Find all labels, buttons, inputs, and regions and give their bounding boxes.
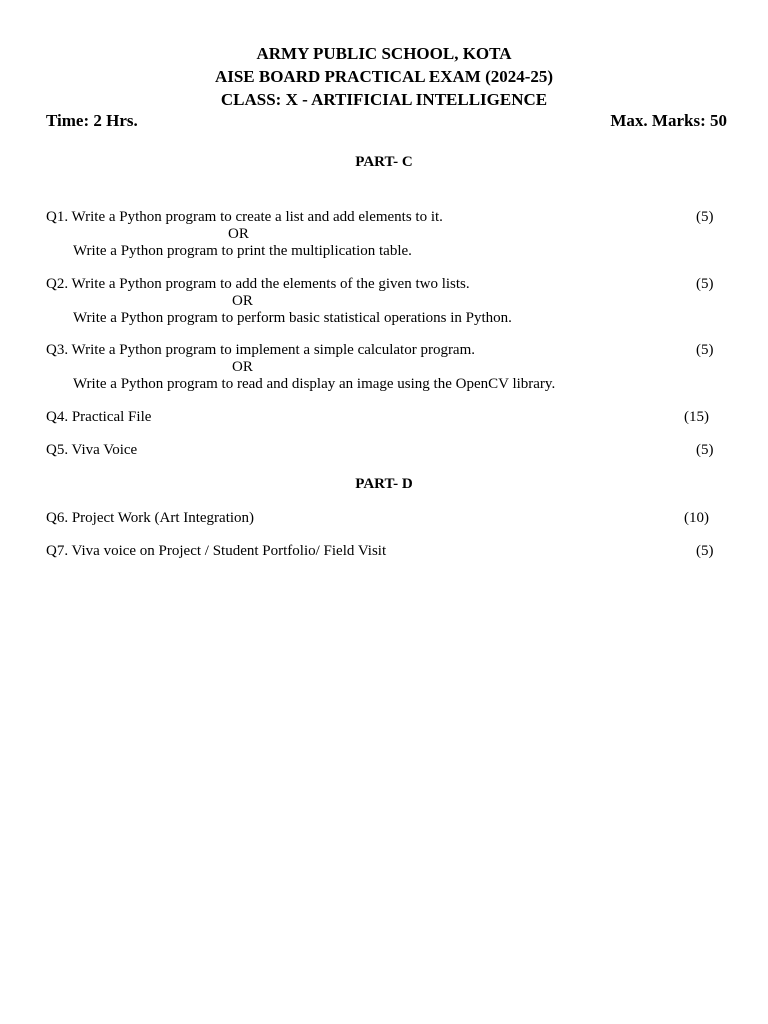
- question-3-alternative: Write a Python program to read and display an image using the OpenCV library.: [73, 376, 556, 392]
- max-marks: Max. Marks: 50: [610, 111, 727, 130]
- question-2-alternative: Write a Python program to perform basic statistical operations in Python.: [73, 310, 512, 326]
- question-4: Q4. Practical File: [46, 409, 152, 425]
- time-allowed: Time: 2 Hrs.: [46, 111, 138, 130]
- question-3-or: OR: [232, 359, 253, 375]
- question-4-marks: (15): [684, 409, 709, 425]
- exam-title: AISE BOARD PRACTICAL EXAM (2024-25): [214, 67, 554, 86]
- question-7: Q7. Viva voice on Project / Student Portfolio/ Field Visit: [46, 543, 387, 559]
- question-3: Q3. Write a Python program to implement a simple calculator program.: [46, 342, 476, 358]
- class-subject: CLASS: X - ARTIFICIAL INTELLIGENCE: [220, 90, 548, 109]
- question-6-marks: (10): [684, 510, 709, 526]
- question-3-marks: (5): [696, 342, 714, 358]
- question-2-marks: (5): [696, 276, 714, 292]
- question-1-marks: (5): [696, 209, 714, 225]
- school-name: ARMY PUBLIC SCHOOL, KOTA: [256, 44, 512, 63]
- question-7-marks: (5): [696, 543, 714, 559]
- part-d-heading: PART- D: [355, 476, 413, 492]
- question-5-marks: (5): [696, 442, 714, 458]
- question-1-or: OR: [228, 226, 249, 242]
- question-5: Q5. Viva Voice: [46, 442, 138, 458]
- question-2-or: OR: [232, 293, 253, 309]
- question-1: Q1. Write a Python program to create a list and add elements to it.: [46, 209, 443, 225]
- question-6: Q6. Project Work (Art Integration): [46, 510, 255, 526]
- question-2: Q2. Write a Python program to add the elements of the given two lists.: [46, 276, 470, 292]
- part-c-heading: PART- C: [355, 154, 413, 170]
- question-1-alternative: Write a Python program to print the multiplication table.: [73, 243, 412, 259]
